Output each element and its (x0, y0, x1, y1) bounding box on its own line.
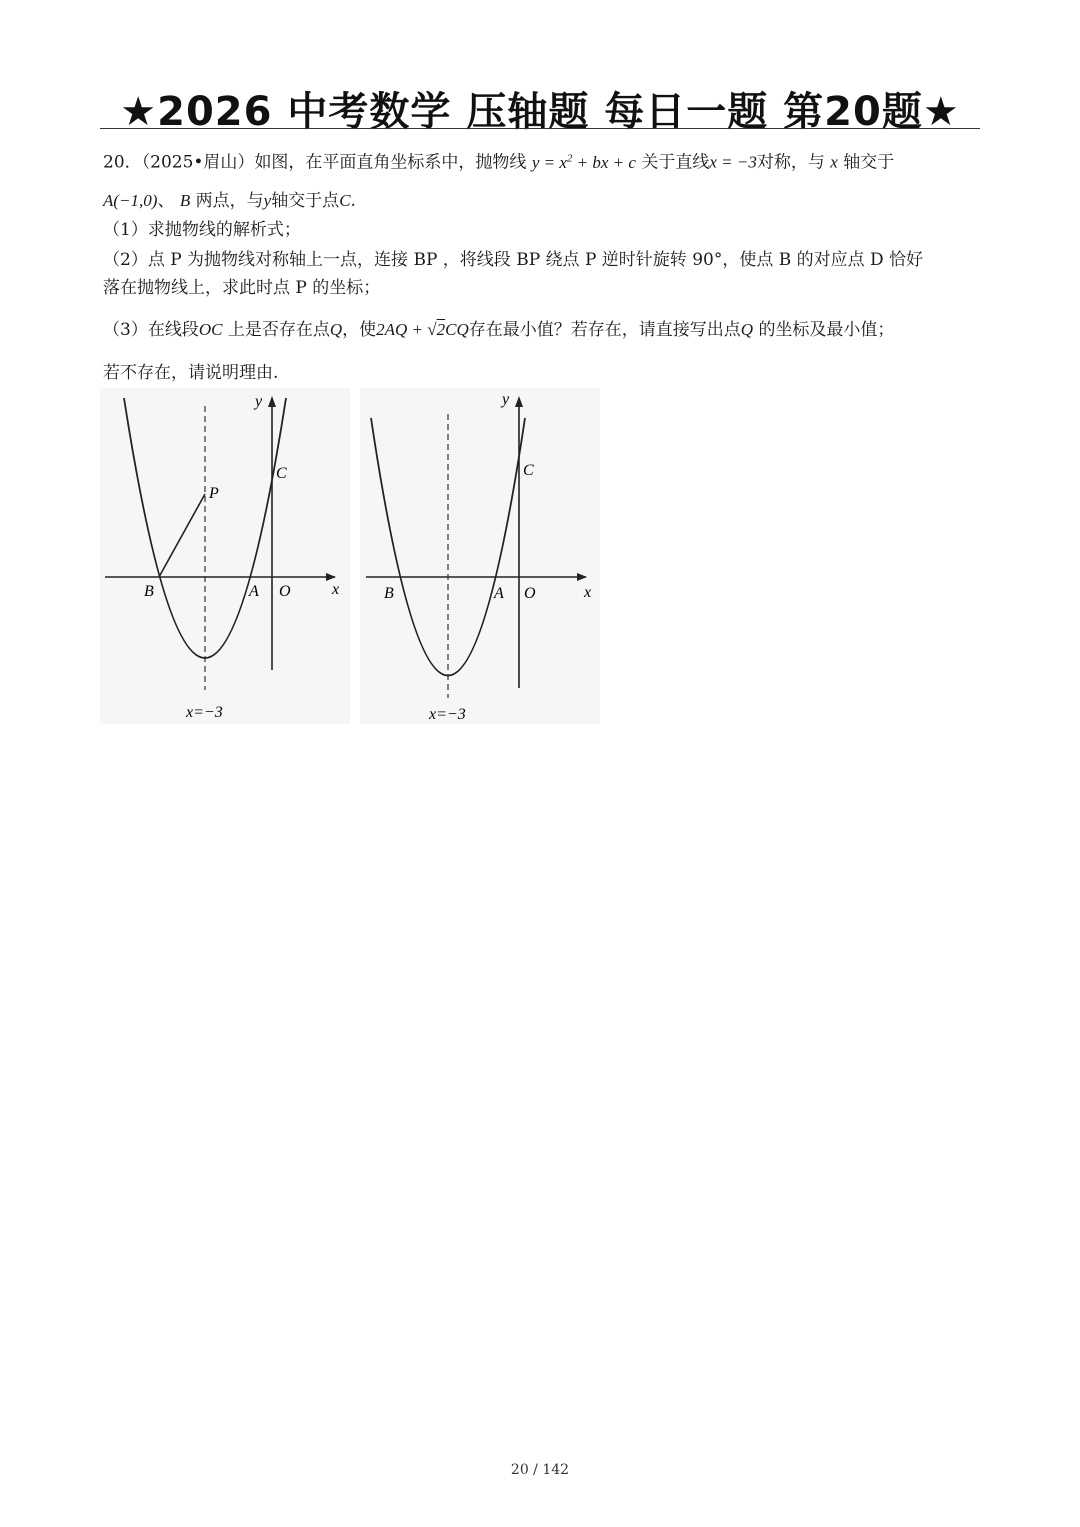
problem-text: 轴交于 (843, 152, 895, 173)
problem-text: ，使 (342, 320, 377, 340)
point-b: B (179, 191, 191, 210)
point-c: C (339, 191, 351, 210)
page-indicator: 20 / 142 (510, 1462, 570, 1478)
label-a: A (249, 583, 259, 600)
problem-text: 对称，与 (756, 152, 825, 173)
label-o: O (279, 583, 291, 600)
label-o: O (524, 585, 536, 602)
x-variable: x (830, 152, 838, 172)
symmetry-axis-caption: x=−3 (186, 704, 223, 721)
part-2-line-1: （2）点 P 为抛物线对称轴上一点，连接 BP ，将线段 BP 绕点 P 逆时针旋转 90°，使点 B 的对应点 D 恰好 (103, 250, 924, 270)
title-divider (100, 128, 980, 129)
point-a: A(−1,0) (103, 191, 158, 210)
problem-text: . (350, 191, 356, 211)
label-b: B (384, 585, 394, 602)
problem-line-2 (103, 189, 356, 213)
label-a: A (494, 585, 504, 602)
problem-text: 的坐标及最小值； (758, 320, 895, 340)
label-c: C (523, 462, 534, 479)
page-title: ★2026 中考数学 压轴题 每日一题 第20题★ (120, 89, 960, 135)
part-3-line-2: 若不存在，请说明理由. (103, 363, 279, 383)
problem-text: 如图，在平面直角坐标系中，抛物线 (254, 152, 527, 173)
problem-text: 两点，与 (195, 191, 264, 211)
problem-text: 关于直线 (641, 152, 710, 173)
problem-text: 上是否存在点 (227, 320, 330, 340)
point-q: Q (329, 320, 343, 339)
label-y: y (255, 393, 263, 410)
segment-oc: OC (198, 320, 223, 339)
figure-background (100, 388, 350, 724)
problem-text: 、 (157, 191, 175, 211)
figure-right-parabola (360, 388, 600, 724)
parabola-equation: $y = x^2$ + bx + c (531, 152, 636, 172)
label-x: x (332, 581, 340, 598)
point-q: Q (740, 320, 754, 339)
label-x: x (584, 584, 592, 601)
label-p: P (209, 485, 219, 502)
part-2-line-2: 落在抛物线上，求此时点 P 的坐标； (103, 278, 381, 298)
label-y: y (502, 391, 510, 408)
symmetry-axis-caption: x=−3 (429, 706, 466, 723)
problem-source: （2025•眉山） (141, 152, 255, 173)
figure-left-parabola-with-p (100, 388, 350, 724)
y-variable: y (263, 191, 272, 210)
part-1: （1）求抛物线的解析式； (103, 220, 301, 240)
problem-text: 存在最小值？若存在，请直接写出点 (468, 320, 741, 340)
part-3-line-1 (103, 318, 894, 342)
problem-number: 20． (103, 152, 142, 173)
label-b: B (144, 583, 154, 600)
problem-text: （3）在线段 (103, 320, 199, 340)
expr-part: CQ (445, 320, 469, 339)
expr-part: 2AQ + (376, 320, 428, 339)
symmetry-axis-equation: x = −3 (709, 152, 757, 172)
sqrt-radicand: 2 (436, 320, 446, 339)
label-c: C (276, 465, 287, 482)
minimum-expression: 2AQ + √2CQ (376, 320, 469, 339)
problem-line-1 (103, 146, 894, 175)
problem-text: 轴交于点 (271, 191, 340, 211)
